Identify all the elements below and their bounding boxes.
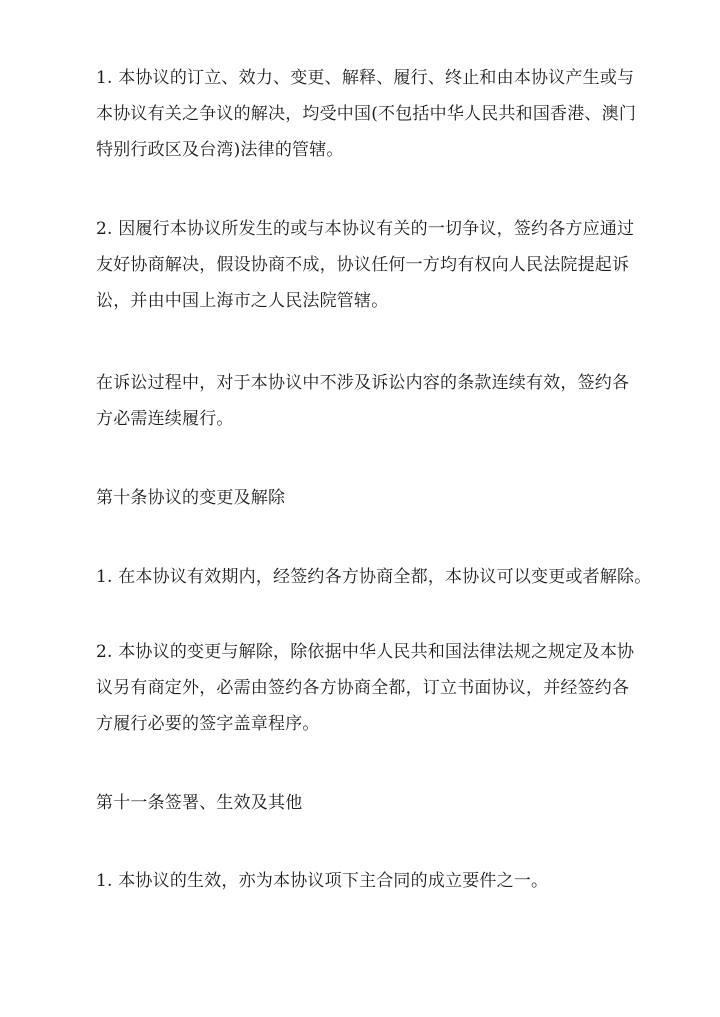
text-line: 2. 本协议的变更与解除，除依据中华人民共和国法律法规之规定及本协 — [96, 642, 635, 662]
text-line: 友好协商解决，假设协商不成，协议任何一方均有权向人民法院提起诉 — [96, 255, 630, 275]
text-line: 第十条协议的变更及解除 — [96, 488, 286, 508]
text-line: 讼，并由中国上海市之人民法院管辖。 — [96, 291, 389, 311]
clause-10-item-1 — [96, 559, 652, 595]
section-heading-article-10 — [96, 480, 636, 516]
text-line: 2. 因履行本协议所发生的或与本协议有关的一切争议，签约各方应通过 — [96, 219, 635, 239]
text-line: 第十一条签署、生效及其他 — [96, 793, 303, 813]
text-line: 1. 在本协议有效期内，经签约各方协商全都，本协议可以变更或者解除。 — [96, 567, 652, 587]
clause-9-item-1 — [96, 60, 636, 168]
text-line: 方必需连续履行。 — [96, 409, 234, 429]
clause-9-litigation-note — [96, 365, 636, 437]
text-line: 议另有商定外，必需由签约各方协商全都，订立书面协议，并经签约各 — [96, 678, 630, 698]
text-line: 在诉讼过程中，对于本协议中不涉及诉讼内容的条款连续有效，签约各 — [96, 373, 630, 393]
clause-10-item-2 — [96, 634, 636, 742]
clause-11-item-1 — [96, 863, 636, 899]
section-heading-article-11 — [96, 785, 636, 821]
text-line: 方履行必要的签字盖章程序。 — [96, 714, 320, 734]
text-line: 本协议有关之争议的解决，均受中国(不包括中华人民共和国香港、澳门 — [96, 104, 637, 124]
text-line: 1. 本协议的订立、效力、变更、解释、履行、终止和由本协议产生或与 — [96, 68, 635, 88]
text-line: 1. 本协议的生效，亦为本协议项下主合同的成立要件之一。 — [96, 871, 549, 891]
text-line: 特别行政区及台湾)法律的管辖。 — [96, 140, 344, 160]
clause-9-item-2 — [96, 211, 636, 319]
